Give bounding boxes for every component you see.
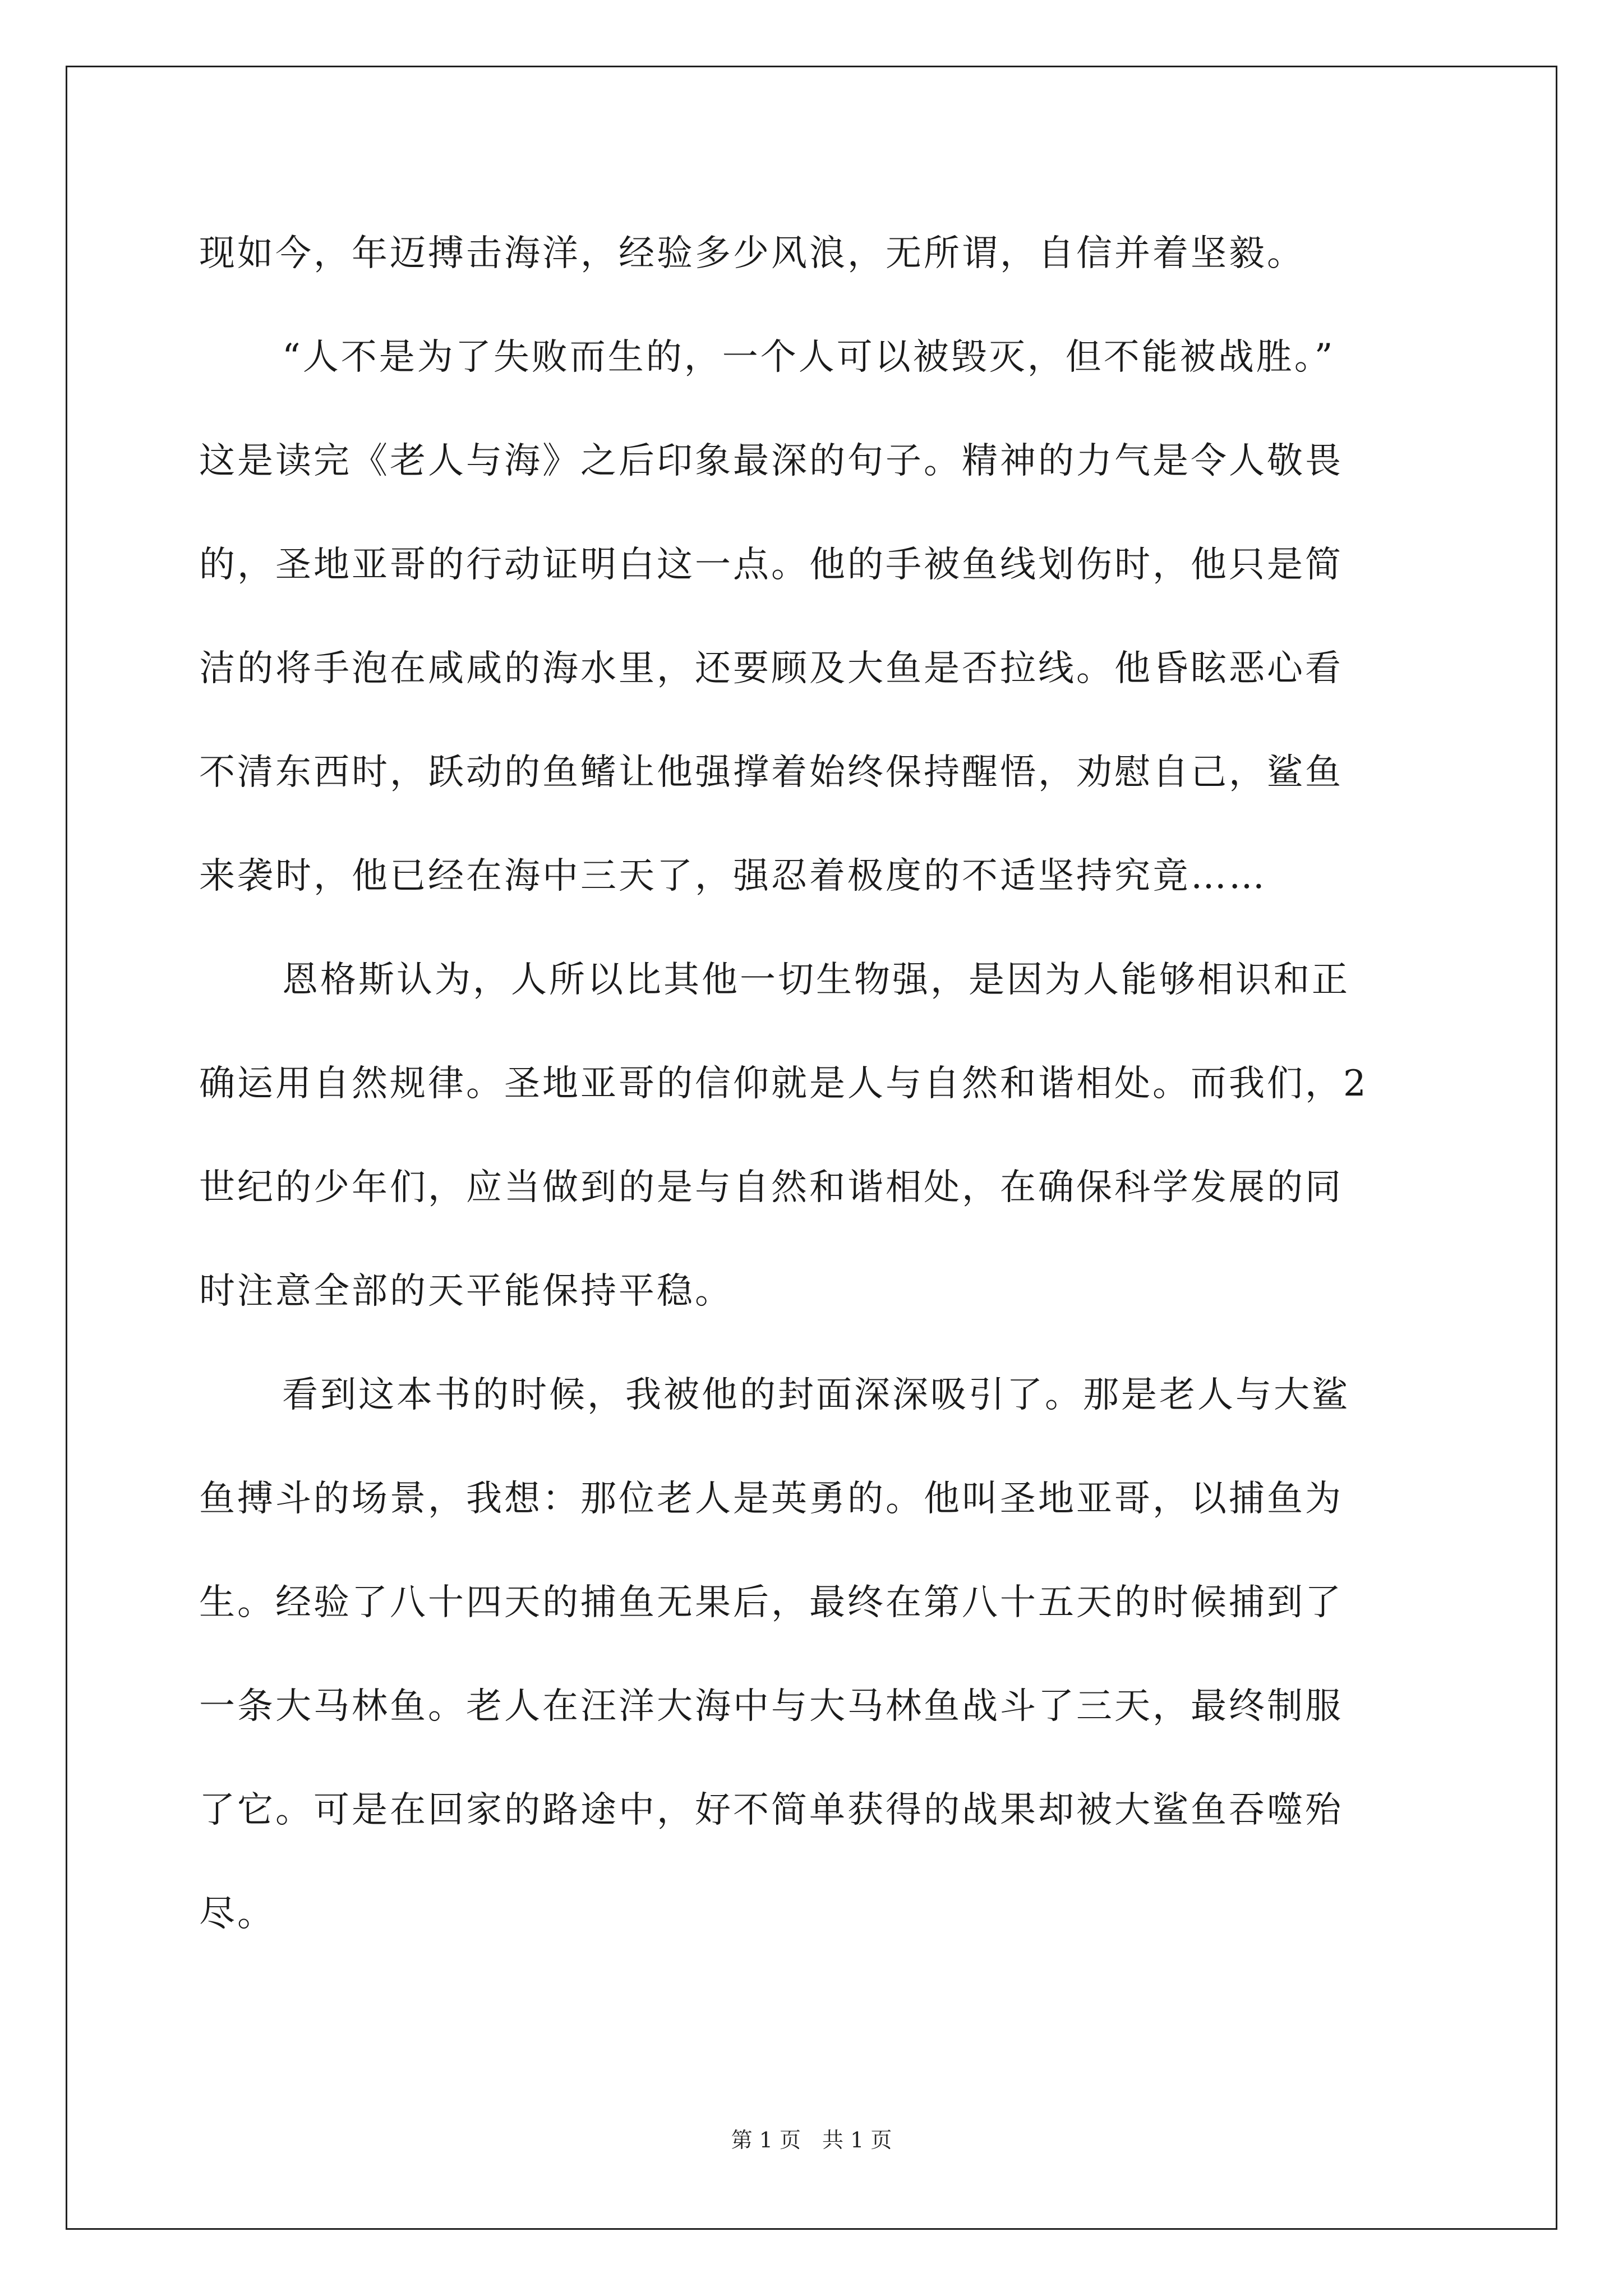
text-line: 恩格斯认为，人所以比其他一切生物强，是因为人能够相识和正 — [282, 959, 1350, 1001]
text-line: 现如今，年迈搏击海洋，经验多少风浪，无所谓，自信并着坚毅。 — [199, 233, 1305, 274]
text-line: “人不是为了失败而生的，一个人可以被毁灭，但不能被战胜。” — [282, 337, 1335, 378]
text-line: 的，圣地亚哥的行动证明白这一点。他的手被鱼线划伤时，他只是简 — [199, 544, 1343, 586]
text-line: 鱼搏斗的场景，我想：那位老人是英勇的。他叫圣地亚哥，以捕鱼为 — [199, 1478, 1343, 1520]
text-line: 世纪的少年们，应当做到的是与自然和谐相处，在确保科学发展的同 — [199, 1167, 1343, 1208]
text-line: 时注意全部的天平能保持平稳。 — [199, 1271, 733, 1312]
text-line: 确运用自然规律。圣地亚哥的信仰就是人与自然和谐相处。而我们，2 — [199, 1063, 1368, 1105]
text-line: 不清东西时，跃动的鱼鳍让他强撑着始终保持醒悟，劝慰自己，鲨鱼 — [199, 752, 1343, 793]
text-line: 来袭时，他已经在海中三天了，强忍着极度的不适坚持究竟…… — [199, 855, 1267, 897]
text-line: 尽。 — [199, 1893, 275, 1935]
text-line: 这是读完《老人与海》之后印象最深的句子。精神的力气是令人敬畏 — [199, 440, 1343, 482]
text-line: 生。经验了八十四天的捕鱼无果后，最终在第八十五天的时候捕到了 — [199, 1582, 1343, 1623]
text-line: 一条大马林鱼。老人在汪洋大海中与大马林鱼战斗了三天，最终制服 — [199, 1686, 1343, 1727]
page-number-footer: 第 1 页 共 1 页 — [731, 2128, 892, 2152]
text-line: 了它。可是在回家的路途中，好不简单获得的战果却被大鲨鱼吞噬殆 — [199, 1789, 1343, 1831]
document-body — [199, 202, 1433, 1966]
text-line: 看到这本书的时候，我被他的封面深深吸引了。那是老人与大鲨 — [282, 1374, 1350, 1416]
text-line: 洁的将手泡在咸咸的海水里，还要顾及大鱼是否拉线。他昏眩恶心看 — [199, 648, 1343, 689]
